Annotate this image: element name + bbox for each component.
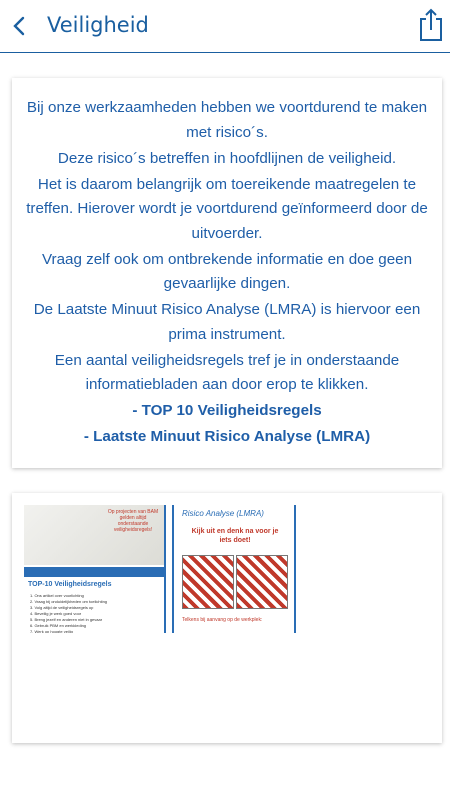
top10-item: 5. Breng jezelf en anderen niet in gevaar — [30, 617, 103, 622]
intro-paragraph: Het is daarom belangrijk om toereikende maatregelen te treffen. Hierover wordt je voortdurend geïnformeerd door de uitvoerder. — [26, 175, 428, 242]
top10-heading: TOP-10 Veiligheidsregels — [28, 581, 112, 588]
app-header — [0, 0, 450, 53]
scaffold-image — [182, 555, 234, 609]
top10-item: 4. Beveilig je werk goed voor — [30, 611, 82, 616]
top10-item: 6. Gebruik PBM en werkkleding — [30, 623, 87, 628]
lmra-footer: Telkens bij aanvang op de werkplek: — [182, 617, 263, 623]
top10-item: 3. Volg altijd de veiligheidsregels op — [30, 605, 94, 610]
top10-item: 2. Vraag bij onduidelijkheden om toelichting — [30, 599, 108, 604]
share-icon — [418, 8, 444, 42]
intro-card — [12, 78, 442, 468]
chevron-left-icon — [11, 15, 27, 37]
intro-paragraph: Vraag zelf ook om ontbrekende informatie en doe geen gevaarlijke dingen. — [41, 250, 413, 292]
documents-card — [12, 493, 442, 743]
link-top10[interactable]: - TOP 10 Veiligheidsregels — [132, 402, 322, 419]
top10-document-thumbnail[interactable] — [24, 505, 166, 633]
page-title: Veiligheid — [47, 13, 149, 37]
share-button[interactable] — [418, 8, 444, 42]
intro-text — [12, 78, 442, 450]
back-button[interactable] — [6, 12, 32, 40]
intro-paragraph: Bij onze werkzaamheden hebben we voortdurend te maken met risico´s. — [26, 99, 428, 141]
blue-bar — [24, 567, 164, 577]
lmra-document-thumbnail[interactable] — [172, 505, 296, 633]
lmra-subtitle: Kijk uit en denk na voor je iets doet! — [191, 528, 279, 544]
top10-item: 1. Ons artikel over voorlichting — [30, 593, 84, 598]
scaffold-image — [236, 555, 288, 609]
intro-paragraph: Een aantal veiligheidsregels tref je in onderstaande informatiebladen aan door erop te klikken. — [54, 351, 400, 393]
intro-paragraph: Deze risico´s betreffen in hoofdlijnen de veiligheid. — [57, 149, 397, 167]
top10-red-text: Op projecten van BAM gelden altijd onderstaande veiligheidsregels! — [107, 509, 159, 533]
lmra-heading: Risico Analyse (LMRA) — [182, 509, 264, 518]
top10-item: 7. Werk op hoogte veilig — [30, 629, 73, 633]
intro-paragraph: De Laatste Minuut Risico Analyse (LMRA) is hiervoor een prima instrument. — [33, 301, 421, 343]
link-lmra[interactable]: - Laatste Minuut Risico Analyse (LMRA) — [83, 428, 371, 445]
